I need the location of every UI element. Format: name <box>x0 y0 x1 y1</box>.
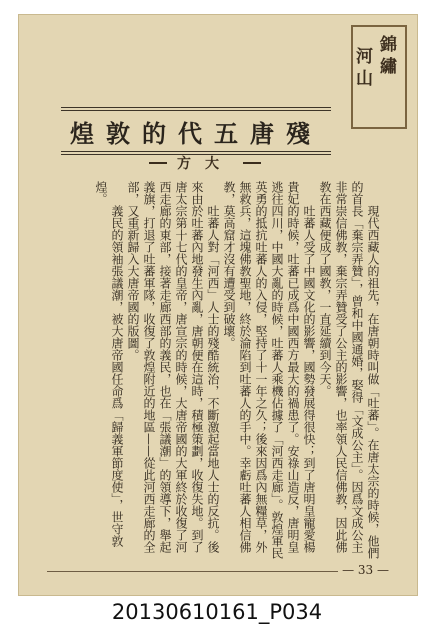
page-number: — 33 — <box>338 563 393 577</box>
paragraph-1: 現代西藏人的祖先，在唐朝時叫做「吐蕃」。在唐太宗的時候，他們的首長「棄宗弄贊」，曾和中國通婚，娶得「文成公主」。因爲文成公主非常崇信佛教，棄宗弄贊受了公主的影響，也率領人民信佛教，因此佛教在西藏便成了國教，一直延續到今天。 <box>318 181 380 559</box>
author-right-bar <box>243 162 261 164</box>
paragraph-3: 吐蕃人對「河西」人士的殘酷統治，不斷激起當地人士的反抗。後來由於吐蕃內地發生內亂，唐朝便在這時，積極策劃，收復失地。到了唐太宗第十七代的皇帝，唐宣宗的時候，大唐帝國的大軍終於收復了河西走廊的東部，接著走廊西部的義民，也在「張議潮」的領導下，舉起義旗，打退了吐蕃軍隊，收復了敦煌附近的地區——從此河西走廊的全部，又重新歸入大唐帝國的版圖。 <box>126 181 220 553</box>
author-line <box>149 153 261 173</box>
article-author: 大方 <box>177 156 233 172</box>
author-left-bar <box>149 162 167 164</box>
article-body <box>59 181 381 561</box>
paragraph-2: 吐蕃人受了中國文化的影響，國勢發展得很快；到了唐明皇寵愛楊貴妃的時候，吐蕃已成爲中國西方最大的禍患了。安祿山造反，唐明皇逃往四川，中國大亂的時候，吐蕃人乘機佔據了「河西走廊」。敦煌軍民英勇的抵抗吐蕃人的入侵，堅持了十一年之久；後來因爲內無糧草，外無救兵，這塊佛教聖地，終於淪陷到吐蕃人的手中。幸虧吐蕃人相信佛教，莫高窟才沒有遭受到破壞。 <box>222 181 316 559</box>
paragraph-4: 義民的領袖張議潮，被大唐帝國任命爲「歸義軍節度使」，世守敦煌。 <box>94 181 124 547</box>
column-name-first: 錦繡 <box>376 35 396 79</box>
book-page <box>18 14 418 596</box>
image-caption: 20130610161_P034 <box>111 600 323 624</box>
footer-rule <box>47 571 371 572</box>
column-name-box <box>351 25 407 129</box>
article-title: 殘唐五代的敦煌 <box>70 118 322 148</box>
title-band <box>61 107 331 155</box>
column-name-second: 河山 <box>352 47 372 91</box>
